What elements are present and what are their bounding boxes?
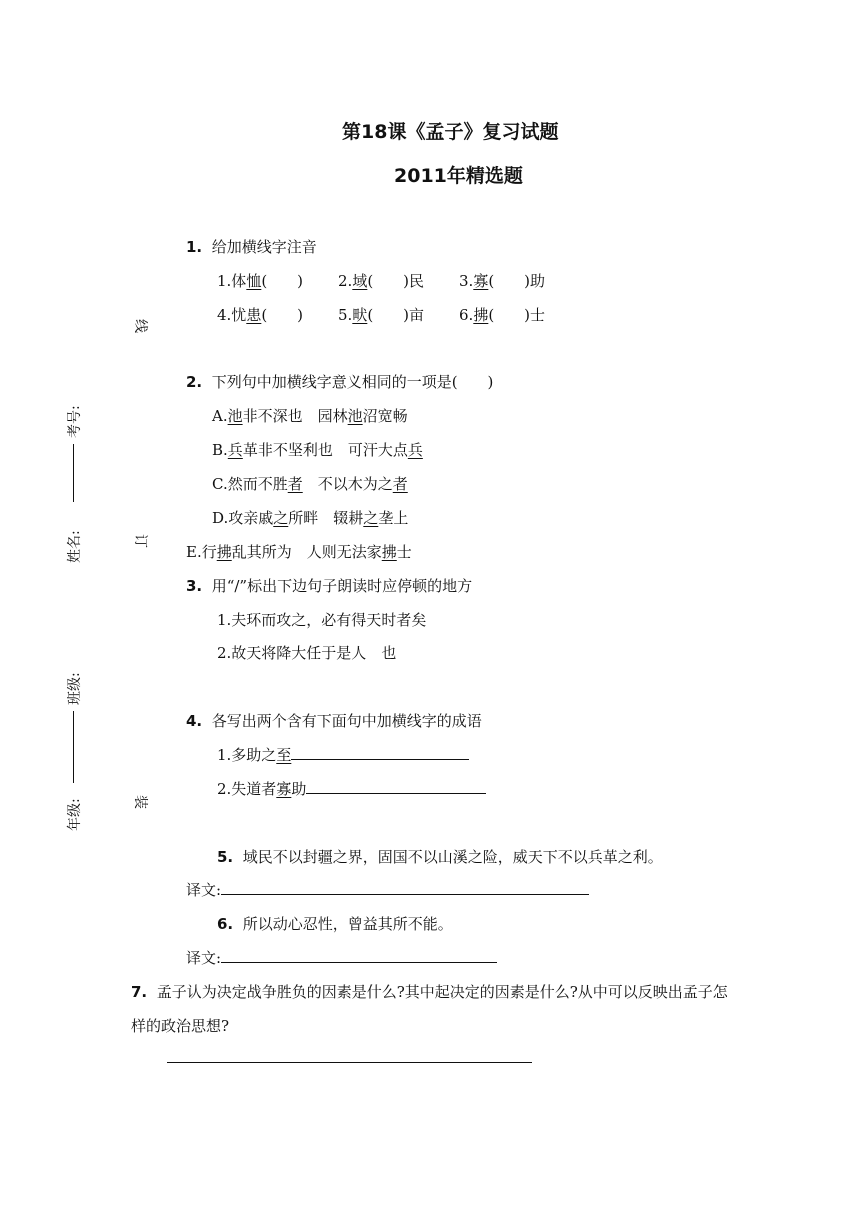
- question-number: 5.: [217, 848, 234, 866]
- name-label: 姓名:: [67, 530, 83, 563]
- answer-blank[interactable]: [306, 779, 486, 794]
- answer-blank[interactable]: [221, 880, 589, 895]
- q1-item-4: 4.忧患( ): [217, 306, 304, 324]
- answer-blank[interactable]: [221, 948, 497, 963]
- page-subtitle: 2011年精选题: [394, 165, 523, 187]
- q7-answer-line[interactable]: [167, 1062, 532, 1063]
- question-number: 2.: [186, 373, 203, 391]
- question-text: 所以动心忍性，曾益其所不能。: [242, 915, 453, 933]
- q3-item-2: 2.故天将降大任于是人 也: [217, 644, 397, 662]
- q4-item-1: 1.多助之至: [217, 744, 469, 765]
- question-4: [186, 710, 482, 731]
- q2-option-a: A.池非不深也 园林池沼宽畅: [212, 407, 408, 425]
- question-prompt: 用“/”标出下边句子朗读时应停顿的地方: [211, 577, 473, 595]
- question-number: 4.: [186, 712, 203, 730]
- question-text: 域民不以封疆之界，固国不以山溪之险，威天下不以兵革之利。: [242, 848, 663, 866]
- question-7: [131, 981, 728, 1002]
- class-line: [73, 711, 74, 783]
- q4-item-2: 2.失道者寡助: [217, 778, 486, 799]
- q6-translation: [186, 947, 497, 968]
- q1-item-6: 6.拂( )士: [459, 306, 546, 324]
- question-3: [186, 575, 472, 596]
- question-5: [217, 846, 663, 867]
- grade-label: 年级:: [67, 798, 83, 831]
- exam-number-label: 考号:: [67, 405, 83, 438]
- q1-item-2: 2.域( )民: [338, 272, 425, 290]
- page-title: 第18课《孟子》复习试题: [342, 121, 559, 143]
- question-number: 6.: [217, 915, 234, 933]
- q1-item-3: 3.寡( )助: [459, 272, 546, 290]
- answer-blank[interactable]: [291, 745, 469, 760]
- question-2: [186, 371, 493, 392]
- binding-char-xian: 线: [132, 319, 148, 333]
- question-prompt: 各写出两个含有下面句中加横线字的成语: [211, 712, 482, 730]
- question-prompt: 下列句中加横线字意义相同的一项是( ): [211, 373, 494, 391]
- q5-translation: [186, 879, 589, 900]
- question-number: 1.: [186, 238, 203, 256]
- q2-option-b: B.兵革非不坚利也 可汗大点兵: [212, 441, 423, 459]
- translation-label: 译文:: [186, 949, 222, 967]
- question-text: 孟子认为决定战争胜负的因素是什么?其中起决定的因素是什么?从中可以反映出孟子怎: [156, 983, 728, 1001]
- q3-item-1: 1.夫环而攻之，必有得天时者矣: [217, 611, 427, 629]
- binding-char-zhuang: 装: [132, 795, 148, 809]
- question-7-continued: 样的政治思想?: [131, 1017, 230, 1035]
- q2-option-d: D.攻亲戚之所畔 辍耕之垄上: [212, 509, 409, 527]
- binding-char-ding: 订: [132, 534, 148, 548]
- q1-item-1: 1.体恤( ): [217, 272, 304, 290]
- question-6: [217, 913, 453, 934]
- translation-label: 译文:: [186, 881, 222, 899]
- question-1: [186, 236, 317, 257]
- q2-option-e: E.行拂乱其所为 人则无法家拂士: [186, 543, 412, 561]
- question-number: 7.: [131, 983, 148, 1001]
- class-label: 班级:: [67, 672, 83, 705]
- q2-option-c: C.然而不胜者 不以木为之者: [212, 475, 408, 493]
- q1-item-5: 5.畎( )亩: [338, 306, 425, 324]
- question-number: 3.: [186, 577, 203, 595]
- question-prompt: 给加横线字注音: [211, 238, 317, 256]
- exam-number-line: [73, 444, 74, 502]
